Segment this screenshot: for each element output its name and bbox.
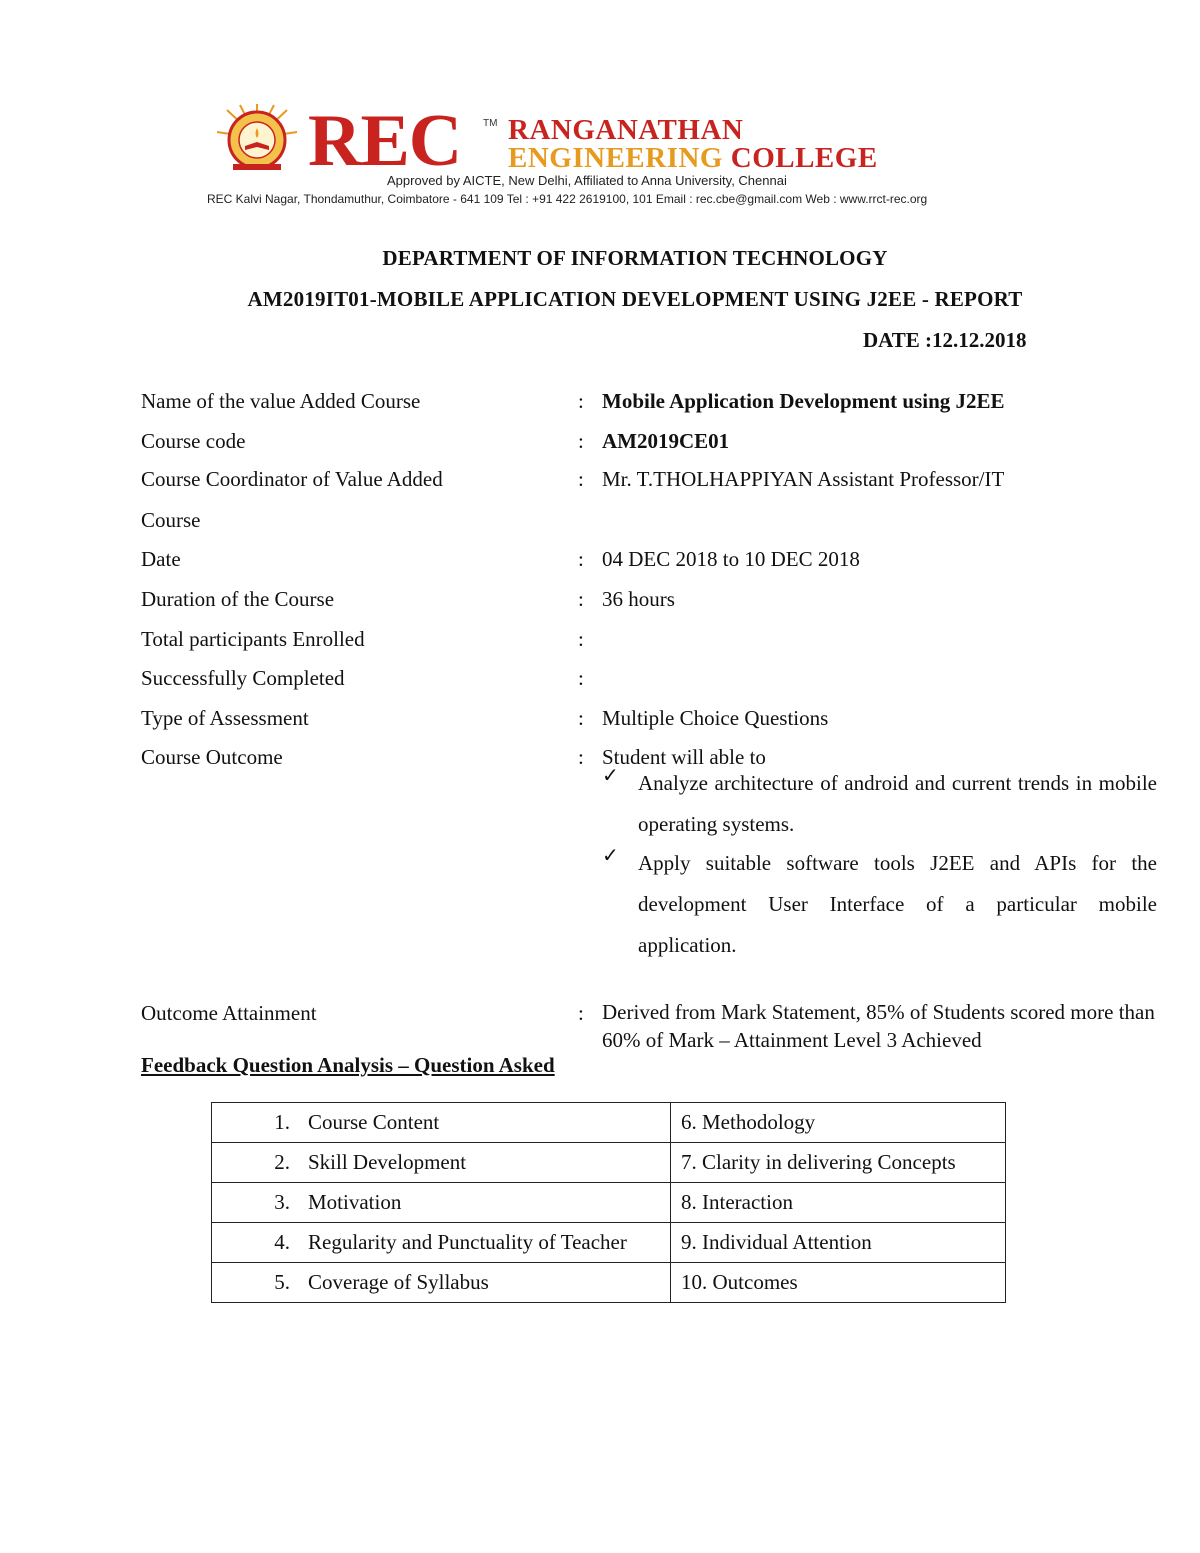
table-cell — [671, 1263, 1006, 1303]
question-number: 4. — [274, 1230, 290, 1254]
checkmark-icon: ✓ — [602, 763, 619, 787]
approval-line: Approved by AICTE, New Delhi, Affiliated to Anna University, Chennai — [387, 173, 787, 188]
report-date: DATE :12.12.2018 — [863, 328, 1027, 352]
table-row — [212, 1103, 1006, 1143]
trademark-mark: TM — [483, 118, 498, 129]
question-text: Regularity and Punctuality of Teacher — [308, 1230, 627, 1254]
question-text: 10. Outcomes — [681, 1270, 798, 1294]
question-text: Course Content — [308, 1110, 440, 1134]
field-label: Outcome Attainment — [141, 1001, 317, 1025]
field-value: AM2019CE01 — [602, 429, 730, 453]
field-value: 04 DEC 2018 to 10 DEC 2018 — [602, 547, 860, 571]
table-row — [212, 1223, 1006, 1263]
field-label: Name of the value Added Course — [141, 389, 421, 413]
field-label: Duration of the Course — [141, 587, 335, 611]
outcome-text: Apply suitable software tools J2EE and APIs for the development User Interface of a particular mobile application. — [638, 851, 1157, 957]
field-value: Mobile Application Development using J2EE — [602, 389, 1005, 413]
field-label: Total participants Enrolled — [141, 627, 365, 651]
letterhead — [205, 100, 1005, 212]
report-title: AM2019IT01-MOBILE APPLICATION DEVELOPMENT USING J2EE - REPORT — [247, 287, 1023, 311]
field-label: Course code — [141, 429, 246, 453]
table-cell — [212, 1263, 671, 1303]
table-cell — [671, 1223, 1006, 1263]
field-colon: : — [578, 1001, 584, 1025]
field-label: Date — [141, 547, 181, 571]
field-label: Successfully Completed — [141, 666, 345, 690]
field-colon: : — [578, 745, 584, 769]
field-value: 36 hours — [602, 587, 675, 611]
field-label: Course — [141, 508, 201, 532]
department-heading: DEPARTMENT OF INFORMATION TECHNOLOGY — [382, 246, 888, 270]
question-text: 9. Individual Attention — [681, 1230, 872, 1254]
question-number: 3. — [274, 1190, 290, 1214]
question-text: 6. Methodology — [681, 1110, 816, 1134]
field-colon: : — [578, 389, 584, 413]
field-colon: : — [578, 587, 584, 611]
field-label: Course Outcome — [141, 745, 283, 769]
college-name-line1: RANGANATHAN — [508, 114, 744, 146]
question-number: 5. — [274, 1270, 290, 1294]
field-value: Multiple Choice Questions — [602, 706, 829, 730]
college-name-engineering: ENGINEERING — [508, 142, 723, 174]
college-emblem-icon — [215, 102, 299, 174]
field-colon: : — [578, 547, 584, 571]
address-line: REC Kalvi Nagar, Thondamuthur, Coimbatore - 641 109 Tel : +91 422 2619100, 101 Email : rec.cbe@gmail.com Web : www.rrct-rec.org — [207, 192, 928, 206]
college-name-college: COLLEGE — [730, 142, 878, 174]
table-cell — [212, 1183, 671, 1223]
table-row — [212, 1183, 1006, 1223]
question-number: 1. — [274, 1110, 290, 1134]
field-value: Mr. T.THOLHAPPIYAN Assistant Professor/IT — [602, 467, 1005, 491]
outcome-text: Analyze architecture of android and current trends in mobile operating systems. — [638, 771, 1157, 836]
table-cell — [671, 1103, 1006, 1143]
table-cell — [212, 1143, 671, 1183]
table-row — [212, 1143, 1006, 1183]
field-colon: : — [578, 467, 584, 491]
rec-logo: REC — [308, 100, 462, 182]
question-text: Motivation — [308, 1190, 402, 1214]
attainment-value: Derived from Mark Statement, 85% of Students scored more than 60% of Mark – Attainment Level 3 Achieved — [602, 1000, 1155, 1052]
table-cell — [212, 1223, 671, 1263]
question-text: 7. Clarity in delivering Concepts — [681, 1150, 956, 1174]
field-value: Student will able to — [602, 745, 766, 769]
question-text: Skill Development — [308, 1150, 467, 1174]
feedback-table — [211, 1102, 1006, 1303]
feedback-title: Feedback Question Analysis – Question Asked — [141, 1053, 555, 1077]
table-row — [212, 1263, 1006, 1303]
college-name-line2 — [508, 143, 878, 173]
checkmark-icon: ✓ — [602, 843, 619, 867]
table-cell — [671, 1143, 1006, 1183]
field-colon: : — [578, 706, 584, 730]
question-text: Coverage of Syllabus — [308, 1270, 489, 1294]
field-colon: : — [578, 627, 584, 651]
question-text: 8. Interaction — [681, 1190, 793, 1214]
field-label: Course Coordinator of Value Added — [141, 467, 443, 491]
table-cell — [671, 1183, 1006, 1223]
table-cell — [212, 1103, 671, 1143]
field-label: Type of Assessment — [141, 706, 309, 730]
field-colon: : — [578, 666, 584, 690]
question-number: 2. — [274, 1150, 290, 1174]
field-colon: : — [578, 429, 584, 453]
